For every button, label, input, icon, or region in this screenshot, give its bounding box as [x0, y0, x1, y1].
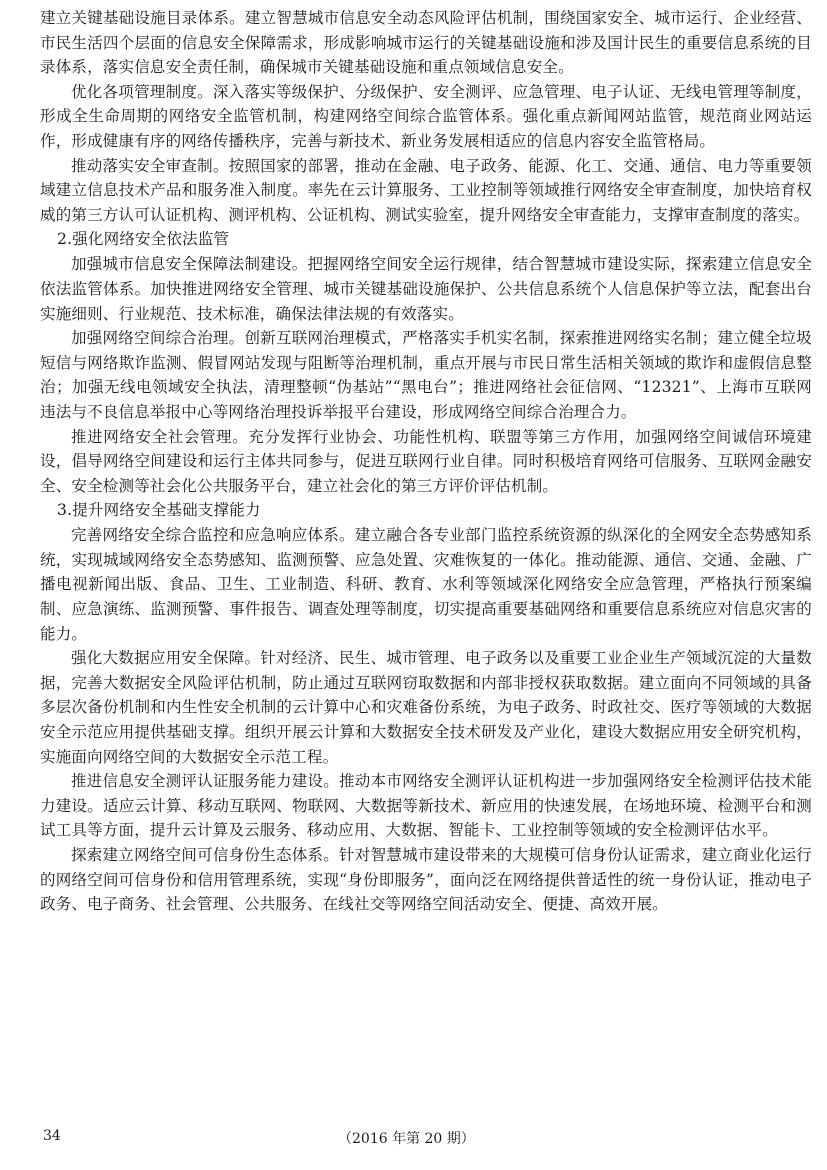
paragraph-trusted-identity: 探索建立网络空间可信身份生态体系。针对智慧城市建设带来的大规模可信身份认证需求，建立商业化运行的网络空间可信身份和信用管理系统，实现“身份即服务”，面向泛在网络提供普适性的统一身份认证，推动电子政务、电子商务、社会管理、公共服务、在线社交等网络空间活动安全、便捷、高效开展。 — [40, 846, 812, 914]
paragraph-social-management: 推进网络安全社会管理。充分发挥行业协会、功能性机构、联盟等第三方作用，加强网络空间诚信环境建设，倡导网络空间建设和运行主体共同参与，促进互联网行业自律。同时积极培育网络可信服务、互联网金融安全、安全检测等社会化公共服务平台，建立社会化的第三方评价评估机制。 — [40, 427, 812, 495]
paragraph-monitoring-response: 完善网络安全综合监控和应急响应体系。建立融合各专业部门监控系统资源的纵深化的全网安全态势感知系统，实现城域网络安全态势感知、监测预警、应急处置、灾难恢复的一体化。推动能源、通信、交通、金融、广播电视新闻出版、食品、卫生、工业制造、科研、教育、水利等领域深化网络安全应急管理，严格执行预案编制、应急演练、监测预警、事件报告、调查处理等制度，切实提高重要基础网络和重要信息系统应对信息灾害的能力。 — [40, 526, 812, 643]
page-number: 34 — [43, 1128, 61, 1144]
article-body — [40, 6, 812, 917]
issue-label: （2016 年第 20 期） — [338, 1131, 475, 1147]
paragraph-key-infrastructure: 建立关键基础设施目录体系。建立智慧城市信息安全动态风险评估机制，围绕国家安全、城市运行、企业经营、市民生活四个层面的信息安全保障需求，形成影响城市运行的关键基础设施和涉及国计民生的重要信息系统的目录体系，落实信息安全责任制，确保城市关键基础设施和重点领域信息安全。 — [40, 9, 812, 77]
paragraph-security-review: 推动落实安全审查制。按照国家的部署，推动在金融、电子政务、能源、化工、交通、通信、电力等重要领域建立信息技术产品和服务准入制度。率先在云计算服务、工业控制等领域推行网络安全审查制度，加快培育权威的第三方认可认证机构、测评机构、公证机构、测试实验室，提升网络安全审查能力，支撑审查制度的落实。 — [40, 156, 812, 224]
paragraph-cyberspace-governance: 加强网络空间综合治理。创新互联网治理模式，严格落实手机实名制，探索推进网络实名制；建立健全垃圾短信与网络欺诈监测、假冒网站发现与阻断等治理机制，重点开展与市民日常生活相关领域的欺诈和虚假信息整治；加强无线电领域安全执法，清理整顿“伪基站”“黑电台”；推进网络社会征信网、“12321”、上海市互联网违法与不良信息举报中心等网络治理投诉举报平台建设，形成网络空间综合治理合力。 — [40, 329, 812, 421]
paragraph-management-systems: 优化各项管理制度。深入落实等级保护、分级保护、安全测评、应急管理、电子认证、无线电管理等制度，形成全生命周期的网络安全监管机制，构建网络空间综合监管体系。强化重点新闻网站监管，规范商业网站运作，形成健康有序的网络传播秩序，完善与新技术、新业务发展相适应的信息内容安全监管格局。 — [40, 82, 812, 150]
paragraph-legal-construction: 加强城市信息安全保障法制建设。把握网络空间安全运行规律，结合智慧城市建设实际，探索建立信息安全依法监管体系。加快推进网络安全管理、城市关键基础设施保护、公共信息系统个人信息保护等立法，配套出台实施细则、行业规范、技术标准，确保法律法规的有效落实。 — [40, 255, 812, 323]
paragraph-testing-certification: 推进信息安全测评认证服务能力建设。推动本市网络安全测评认证机构进一步加强网络安全检测评估技术能力建设。适应云计算、移动互联网、物联网、大数据等新技术、新应用的快速发展，在场地环境、检测平台和测试工具等方面，提升云计算及云服务、移动应用、大数据、智能卡、工业控制等领域的安全检测评估水平。 — [40, 772, 812, 840]
paragraph-big-data-security: 强化大数据应用安全保障。针对经济、民生、城市管理、电子政务以及重要工业企业生产领域沉淀的大量数据，完善大数据安全风险评估机制，防止通过互联网窃取数据和内部非授权获取数据。建立面向不同领域的具备多层次备份机制和内生性安全机制的云计算中心和灾难备份系统，为电子政务、时政社交、医疗等领域的大数据安全示范应用提供基础支撑。组织开展云计算和大数据安全技术研发及产业化，建设大数据应用安全研究机构，实施面向网络空间的大数据安全示范工程。 — [40, 649, 812, 766]
section-heading-legal-supervision: 2.强化网络安全依法监管 — [57, 230, 230, 249]
page-footer — [0, 1128, 827, 1150]
section-heading-support-capability: 3.提升网络安全基础支撑能力 — [57, 501, 261, 520]
